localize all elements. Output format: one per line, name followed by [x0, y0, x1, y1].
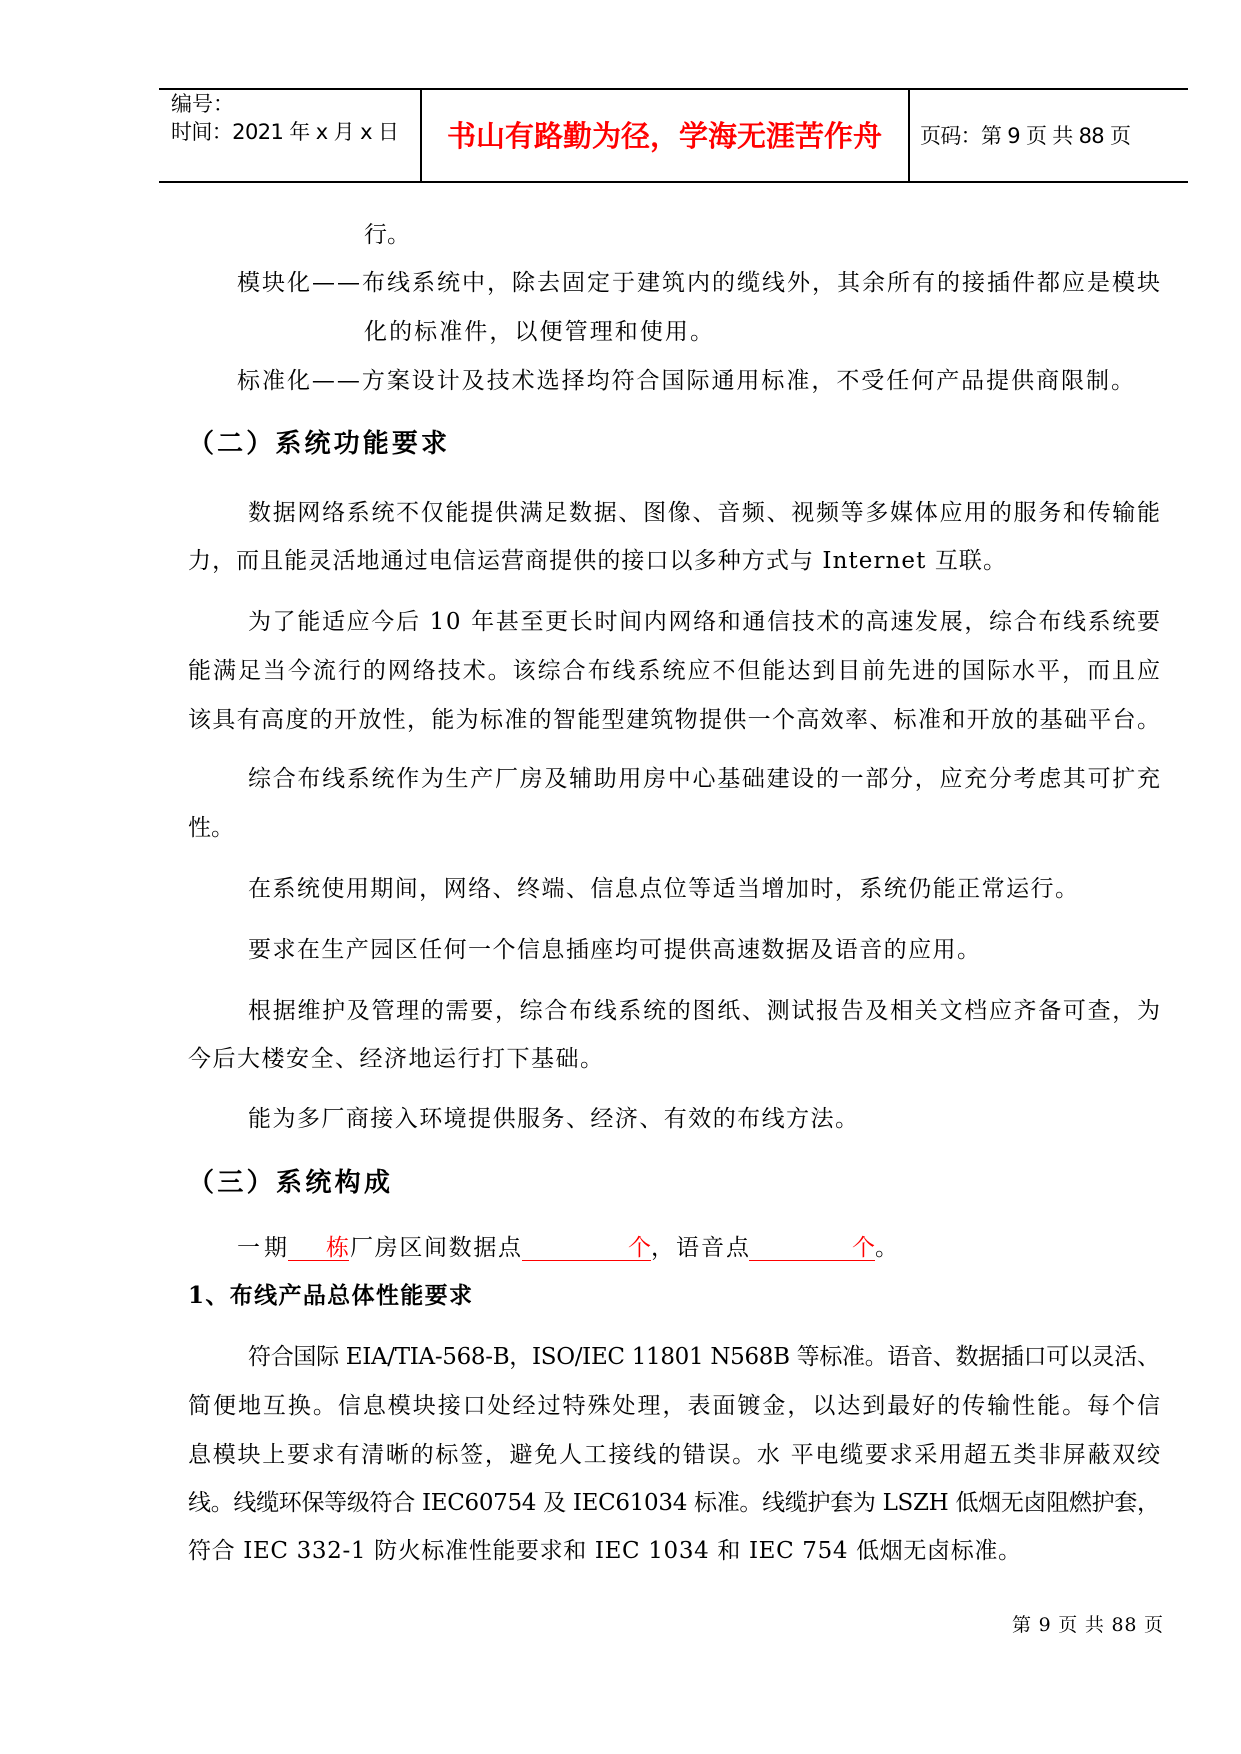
- paragraph-line: 线。线缆环保等级符合 IEC60754 及 IEC61034 标准。线缆护套为 LSZH 低烟无卤阻燃护套，: [188, 1490, 1160, 1516]
- data-points-unit: 个: [628, 1235, 651, 1261]
- paragraph-line: 综合布线系统作为生产厂房及辅助用房中心基础建设的一部分，应充分考虑其可扩充: [248, 766, 1162, 792]
- paragraph-line: 力，而且能灵活地通过电信运营商提供的接口以多种方式与 Internet 互联。: [188, 548, 1008, 574]
- paragraph-line: 息模块上要求有清晰的标签，避免人工接线的错误。水 平电缆要求采用超五类非屏蔽双绞: [188, 1442, 1162, 1468]
- paragraph-line: 符合国际 EIA/TIA-568-B，ISO/IEC 11801 N568B 等标准。语音、数据插口可以灵活、: [248, 1344, 1160, 1370]
- data-points-blank: [522, 1234, 651, 1261]
- paragraph-line: 该具有高度的开放性，能为标准的智能型建筑物提供一个高效率、标准和开放的基础平台。: [188, 707, 1162, 733]
- voice-points-label: ，语音点: [651, 1235, 751, 1261]
- paragraph-line: 数据网络系统不仅能提供满足数据、图像、音频、视频等多媒体应用的服务和传输能: [248, 500, 1162, 526]
- paragraph-line: 简便地互换。信息模块接口处经过特殊处理，表面镀金，以达到最好的传输性能。每个信: [188, 1393, 1162, 1419]
- voice-points-unit: 个: [852, 1235, 875, 1261]
- footer-page-number: 第 9 页 共 88 页: [1012, 1614, 1164, 1636]
- paragraph-line: 能满足当今流行的网络技术。该综合布线系统应不但能达到目前先进的国际水平，而且应: [188, 658, 1162, 684]
- building-unit: 栋: [326, 1235, 349, 1261]
- data-points-label: 厂房区间数据点: [350, 1235, 523, 1261]
- section-heading: （三）系统构成: [188, 1168, 394, 1198]
- paragraph-line: 在系统使用期间，网络、终端、信息点位等适当增加时，系统仍能正常运行。: [248, 876, 1080, 902]
- paragraph-line: 能为多厂商接入环境提供服务、经济、有效的布线方法。: [248, 1106, 860, 1132]
- intro-line: 化的标准件，以便管理和使用。: [364, 319, 716, 345]
- paragraph-line: 符合 IEC 332-1 防火标准性能要求和 IEC 1034 和 IEC 754 低烟无卤标准。: [188, 1538, 1022, 1564]
- document-number-label: 编号：: [171, 92, 234, 116]
- building-count-blank: [288, 1234, 349, 1261]
- intro-line: 行。: [364, 222, 410, 248]
- paragraph-line: 要求在生产园区任何一个信息插座均可提供高速数据及语音的应用。: [248, 937, 982, 963]
- paragraph-line: 性。: [188, 815, 234, 841]
- header-top-rule: [159, 88, 1188, 90]
- intro-line: 模块化——布线系统中，除去固定于建筑内的缆线外，其余所有的接插件都应是模块: [237, 270, 1162, 296]
- header-motto: 书山有路勤为径，学海无涯苦作舟: [447, 119, 882, 153]
- section-heading: （二）系统功能要求: [188, 429, 451, 459]
- header-divider-right: [908, 88, 910, 182]
- paragraph-line: 今后大楼安全、经济地运行打下基础。: [188, 1046, 605, 1072]
- header-divider-left: [420, 88, 422, 182]
- intro-line: 标准化——方案设计及技术选择均符合国际通用标准，不受任何产品提供商限制。: [237, 368, 1136, 394]
- header-bottom-rule: [159, 181, 1188, 183]
- document-date-label: 时间：2021 年 x 月 x 日: [171, 120, 399, 144]
- phase-prefix: 一期: [237, 1235, 291, 1261]
- paragraph-line: 根据维护及管理的需要，综合布线系统的图纸、测试报告及相关文档应齐备可查，为: [248, 998, 1162, 1024]
- phase-line-end: 。: [875, 1235, 898, 1261]
- voice-points-blank: [749, 1234, 875, 1261]
- paragraph-line: 为了能适应今后 10 年甚至更长时间内网络和通信技术的高速发展，综合布线系统要: [248, 609, 1162, 635]
- header-page-info: 页码：第 9 页 共 88 页: [920, 124, 1131, 148]
- subsection-heading: 1、布线产品总体性能要求: [188, 1282, 474, 1309]
